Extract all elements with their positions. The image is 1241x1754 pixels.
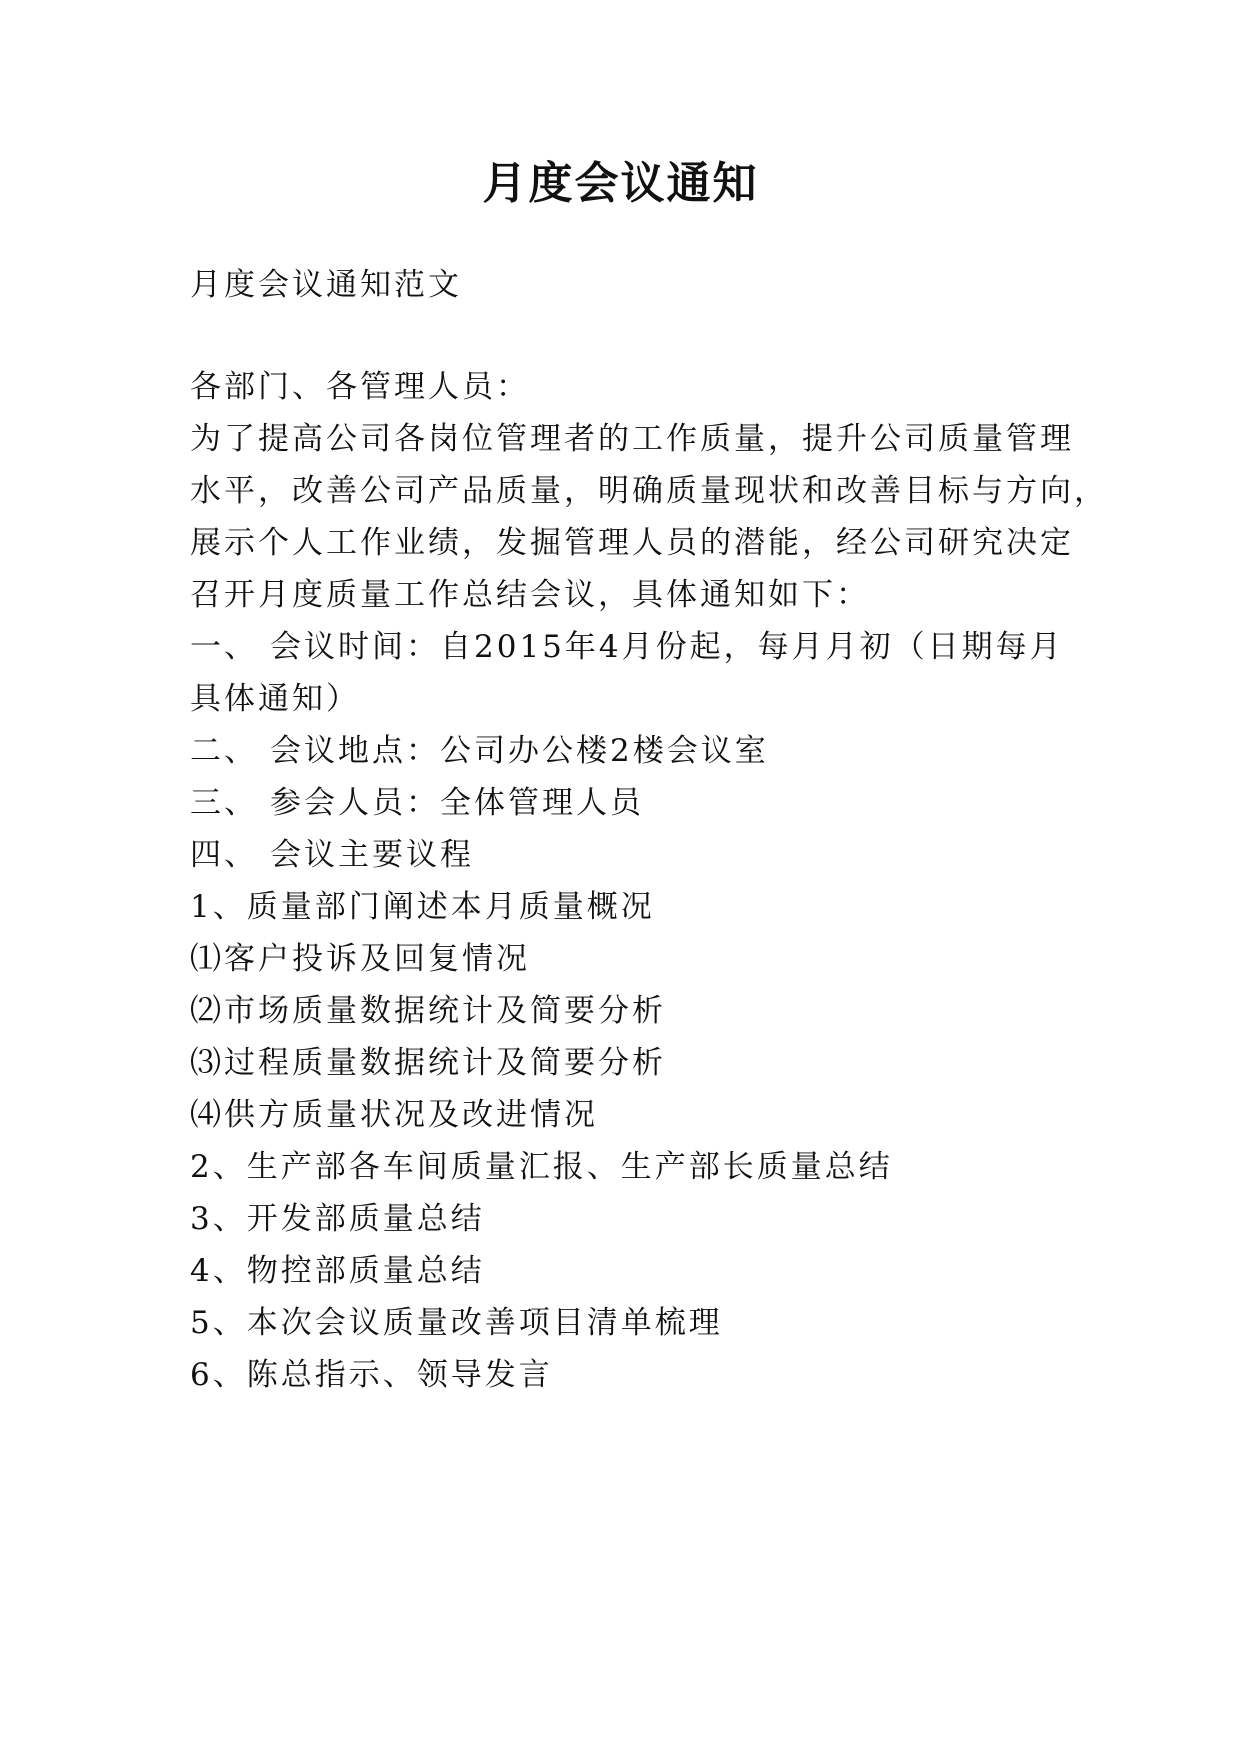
section-number: 二、 — [190, 733, 258, 769]
agenda-subitem: ⑴客户投诉及回复情况 — [190, 941, 530, 977]
agenda-item: 4、物控部质量总结 — [190, 1253, 485, 1289]
section-text: 会议主要议程 — [270, 837, 474, 873]
intro-line: 水平，改善公司产品质量，明确质量现状和改善目标与方向， — [190, 473, 1108, 509]
section-attendees — [190, 782, 644, 824]
section-time — [190, 626, 1064, 668]
document-subtitle: 月度会议通知范文 — [190, 267, 462, 303]
section-time-continuation: 具体通知） — [190, 681, 360, 717]
agenda-item: 3、开发部质量总结 — [190, 1201, 485, 1237]
intro-line: 为了提高公司各岗位管理者的工作质量，提升公司质量管理 — [190, 421, 1074, 457]
intro-line: 展示个人工作业绩，发掘管理人员的潜能，经公司研究决定 — [190, 525, 1074, 561]
salutation: 各部门、各管理人员： — [190, 369, 530, 405]
agenda-subitem: ⑷供方质量状况及改进情况 — [190, 1097, 598, 1133]
agenda-subitem: ⑵市场质量数据统计及简要分析 — [190, 993, 666, 1029]
section-text: 会议时间：自2015年4月份起，每月月初（日期每月 — [270, 629, 1064, 665]
agenda-item: 1、质量部门阐述本月质量概况 — [190, 889, 655, 925]
agenda-item: 5、本次会议质量改善项目清单梳理 — [190, 1305, 723, 1341]
intro-line: 召开月度质量工作总结会议，具体通知如下： — [190, 577, 870, 613]
section-number: 四、 — [190, 837, 258, 873]
section-number: 一、 — [190, 629, 258, 665]
section-number: 三、 — [190, 785, 258, 821]
section-text: 参会人员：全体管理人员 — [270, 785, 644, 821]
document-title: 月度会议通知 — [482, 158, 759, 209]
agenda-item: 2、生产部各车间质量汇报、生产部长质量总结 — [190, 1149, 893, 1185]
agenda-item: 6、陈总指示、领导发言 — [190, 1357, 553, 1393]
section-place — [190, 730, 769, 772]
section-text: 会议地点：公司办公楼2楼会议室 — [270, 733, 769, 769]
agenda-subitem: ⑶过程质量数据统计及简要分析 — [190, 1045, 666, 1081]
section-agenda — [190, 834, 474, 876]
